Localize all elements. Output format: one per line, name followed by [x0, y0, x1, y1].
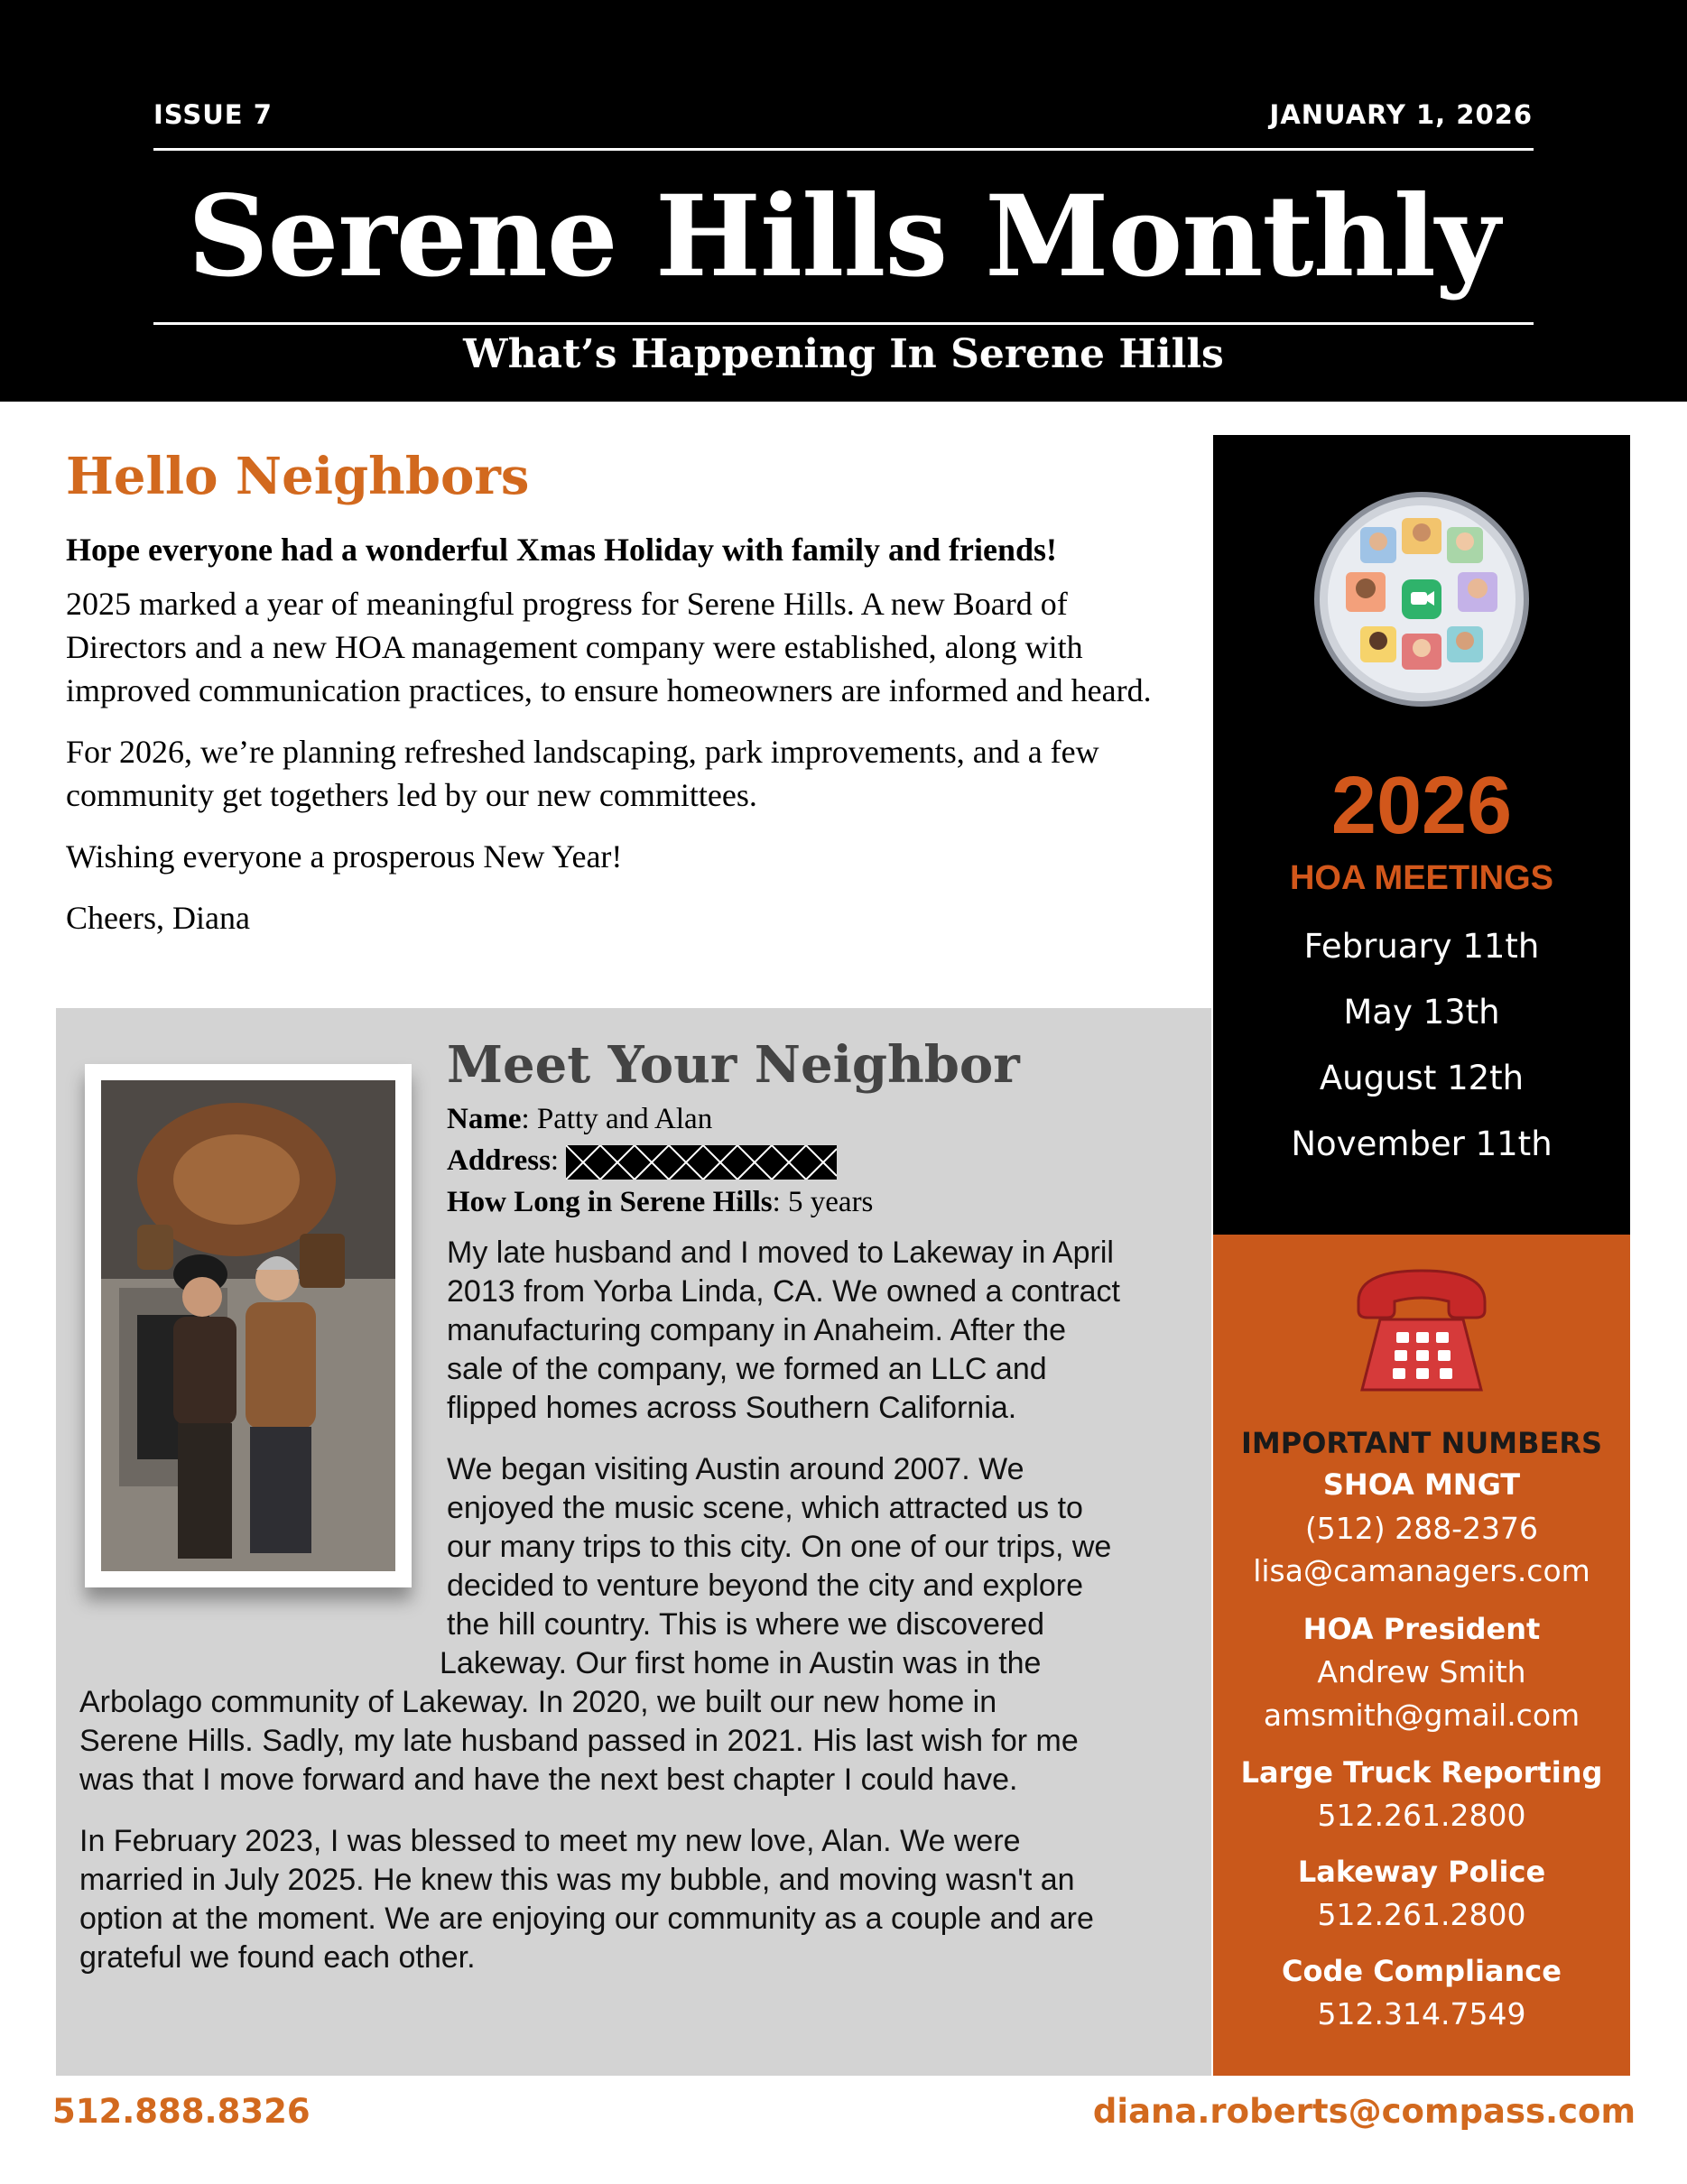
meeting-date: February 11th — [1303, 927, 1540, 966]
president-name: Andrew Smith — [1317, 1654, 1526, 1689]
masthead — [0, 0, 1687, 402]
meetings-year: 2026 — [1330, 761, 1513, 851]
neighbor-years-row: How Long in Serene Hills: 5 years — [447, 1186, 874, 1218]
hello-paragraph: For 2026, we’re planning refreshed landscaping, park improvements, and a few community get togethers led by our new committees. — [66, 734, 1099, 813]
story-paragraph-3: In February 2023, I was blessed to meet my new love, Alan. We were married in July 2025. He knew this was my bubble, and moving wasn't an option at the moment. We are enjoying our community as a couple and are grateful we found each other. — [79, 1824, 1094, 1975]
truck-label: Large Truck Reporting — [1240, 1755, 1603, 1790]
meeting-date: August 12th — [1319, 1059, 1525, 1097]
hello-signoff: Cheers, Diana — [66, 900, 250, 936]
hello-lead: Hope everyone had a wonderful Xmas Holiday with family and friends! — [66, 532, 1058, 568]
mgmt-label: SHOA MNGT — [1322, 1467, 1521, 1502]
issue-date: JANUARY 1, 2026 — [1269, 99, 1533, 130]
footer-email[interactable]: diana.roberts@compass.com — [1092, 2092, 1636, 2131]
president-email: amsmith@gmail.com — [1263, 1698, 1580, 1733]
meet-neighbor-panel — [56, 1008, 1211, 2076]
neighbor-details — [447, 1098, 873, 1223]
neighbor-name-row: Name: Patty and Alan — [447, 1103, 713, 1135]
couple-photo-icon — [101, 1080, 395, 1571]
meetings-sidebar — [1213, 435, 1630, 1235]
mgmt-phone: (512) 288-2376 — [1304, 1511, 1539, 1546]
numbers-sidebar — [1213, 1235, 1630, 2076]
president-label: HOA President — [1302, 1612, 1541, 1646]
code-label: Code Compliance — [1282, 1954, 1562, 1988]
police-phone: 512.261.2800 — [1317, 1897, 1526, 1932]
newsletter-title: Serene Hills Monthly — [187, 171, 1500, 302]
story-paragraph-1: My late husband and I moved to Lakeway in April 2013 from Yorba Linda, CA. We owned a contract manufacturing company in Anaheim. After the sale of the company, we formed an LLC and flipped homes across Southern California. — [447, 1235, 1120, 1425]
divider — [153, 148, 1534, 151]
hello-body — [66, 528, 1185, 958]
meeting-date: November 11th — [1291, 1124, 1553, 1163]
story-paragraph-2-continued: Lakeway. Our first home in Austin was in the Arbolago community of Lakeway. In 2020, we built our new home in Serene Hills. Sadly, my late husband passed in 2021. His last wish for me was that I move forward and have the next best chapter I could have. — [79, 1646, 1079, 1797]
hello-heading: Hello Neighbors — [66, 447, 530, 506]
divider — [153, 322, 1534, 325]
meetings-label: HOA MEETINGS — [1289, 859, 1554, 897]
neighbor-photo-frame — [85, 1064, 412, 1587]
police-label: Lakeway Police — [1297, 1855, 1546, 1889]
issue-number: ISSUE 7 — [153, 99, 273, 130]
meeting-date: May 13th — [1343, 993, 1500, 1032]
story-paragraph-2: We began visiting Austin around 2007. We enjoyed the music scene, which attracted us to our many trips to this city. On one of our trips, we decided to venture beyond the city and explore the hill country. This is where we discovered — [447, 1452, 1112, 1642]
mgmt-email: lisa@camanagers.com — [1253, 1553, 1590, 1588]
neighbor-photo — [101, 1080, 395, 1571]
video-call-icon — [1313, 491, 1530, 708]
numbers-heading: IMPORTANT NUMBERS — [1240, 1426, 1602, 1460]
telephone-icon — [1349, 1254, 1494, 1399]
meet-heading: Meet Your Neighbor — [447, 1035, 1020, 1095]
truck-phone: 512.261.2800 — [1317, 1798, 1526, 1833]
redacted-address — [566, 1145, 837, 1180]
hello-paragraph: Wishing everyone a prosperous New Year! — [66, 838, 623, 875]
neighbor-address-row: Address: — [447, 1140, 873, 1181]
newsletter-subtitle: What’s Happening In Serene Hills — [463, 331, 1224, 377]
footer-phone[interactable]: 512.888.8326 — [52, 2092, 311, 2131]
hello-paragraph: 2025 marked a year of meaningful progress for Serene Hills. A new Board of Directors and a new HOA management company were established, along with improved communication practices, to ensure homeowners are informed and heard. — [66, 586, 1152, 708]
code-phone: 512.314.7549 — [1317, 1996, 1526, 2031]
